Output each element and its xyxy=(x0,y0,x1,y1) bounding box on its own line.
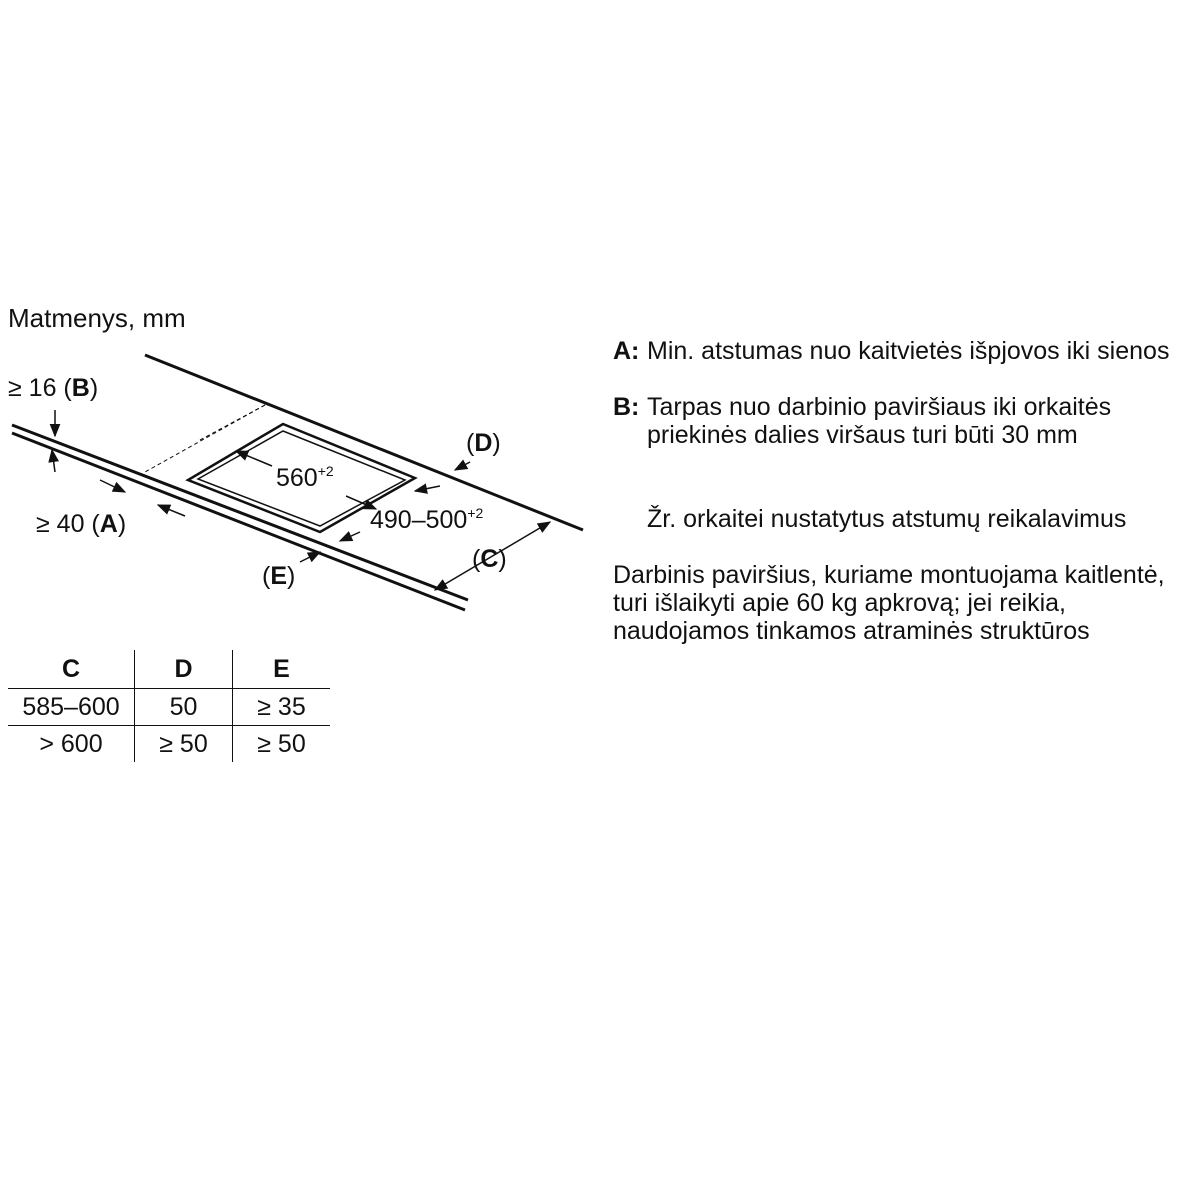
label-b: ≥ 16 (B) xyxy=(8,374,99,402)
a-arrow-right xyxy=(158,505,185,516)
label-a: ≥ 40 (A) xyxy=(36,510,127,538)
label-c: (C) xyxy=(472,545,507,573)
page-title: Matmenys, mm xyxy=(8,303,186,333)
table-cell: ≥ 35 xyxy=(233,689,331,726)
b-arrow-bottom xyxy=(52,450,55,472)
table-header-row xyxy=(8,650,330,689)
table-cell: 585–600 xyxy=(8,689,135,726)
note-a-text: Min. atstumas nuo kaitvietės išpjovos iki sienos xyxy=(647,337,1170,365)
cabinet-dashed-line xyxy=(145,405,265,472)
table-cell: > 600 xyxy=(8,726,135,763)
load-note: Darbinis paviršius, kuriame montuojama kaitlentė, turi išlaikyti apie 60 kg apkrovą; jei reikia, naudojamos tinkamos atraminės struktūros xyxy=(613,561,1165,645)
note-a-key: A: xyxy=(613,337,640,365)
note-a xyxy=(613,337,1183,365)
note-b-key: B: xyxy=(613,393,640,421)
d-arrow xyxy=(455,462,470,470)
table-row xyxy=(8,689,330,726)
cabinet-dashed-line-2 xyxy=(200,405,265,440)
table-cell: 50 xyxy=(135,689,233,726)
notes-panel xyxy=(613,337,1183,645)
dimension-table xyxy=(8,650,330,762)
width-arrow-left xyxy=(236,451,272,466)
table-header-c: C xyxy=(8,650,135,689)
table-header-e: E xyxy=(233,650,331,689)
a-arrow-left xyxy=(100,480,125,492)
table-cell: ≥ 50 xyxy=(257,730,306,758)
depth-arrow-top xyxy=(415,486,440,491)
note-b xyxy=(613,393,1183,449)
depth-arrow-bottom xyxy=(340,532,360,541)
note-b-text: Tarpas nuo darbinio paviršiaus iki orkaitės priekinės dalies viršaus turi būti 30 mm xyxy=(647,393,1112,449)
table-header-d: D xyxy=(135,650,233,689)
e-arrow xyxy=(300,552,320,562)
label-d: (D) xyxy=(466,429,501,457)
depth-dimension-label: $490-500^{+2}$ xyxy=(370,505,484,534)
table-row xyxy=(8,726,330,763)
width-dimension-label: $560^{+2}$ xyxy=(276,463,334,492)
label-e: (E) xyxy=(262,562,296,590)
table-cell: ≥ 50 xyxy=(135,726,233,763)
oven-reference-note: Žr. orkaitei nustatytus atstumų reikalavimus xyxy=(647,505,1127,533)
